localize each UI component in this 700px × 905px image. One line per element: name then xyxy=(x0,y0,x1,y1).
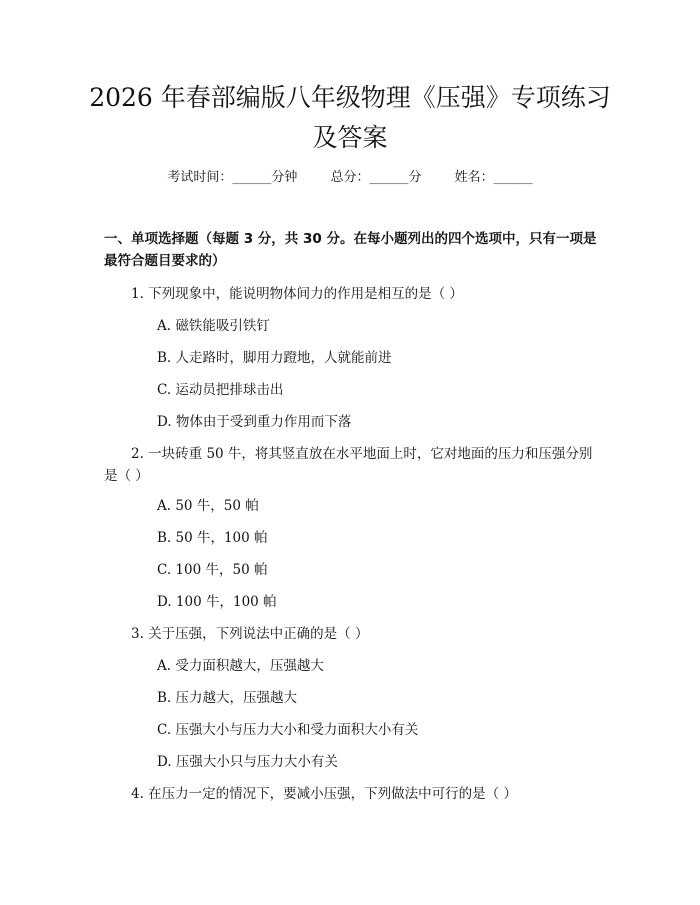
question-option: C. 100 牛，50 帕 xyxy=(157,562,268,578)
question-stem: 4. 在压力一定的情况下，要减小压强，下列做法中可行的是（ ） xyxy=(131,786,517,802)
score-label: 总分： xyxy=(330,170,370,185)
question-stem: 2. 一块砖重 50 牛，将其竖直放在水平地面上时，它对地面的压力和压强分别是（ ） xyxy=(104,446,593,484)
question-option: D. 压强大小只与压力大小有关 xyxy=(157,754,338,770)
name-blank: ______ xyxy=(493,170,533,185)
score-blank: ______ xyxy=(369,170,409,185)
question-option: B. 50 牛，100 帕 xyxy=(157,530,268,546)
question-option: D. 物体由于受到重力作用而下落 xyxy=(157,414,352,430)
question-stem: 3. 关于压强，下列说法中正确的是（ ） xyxy=(131,626,369,642)
question-option: D. 100 牛，100 帕 xyxy=(157,594,277,610)
page-title: 2026 年春部编版八年级物理《压强》专项练习及答案 xyxy=(89,83,611,152)
question-option: A. 50 牛，50 帕 xyxy=(157,498,259,514)
question-stem: 1. 下列现象中，能说明物体间力的作用是相互的是（ ） xyxy=(131,286,463,302)
question-option: A. 磁铁能吸引铁钉 xyxy=(157,318,270,334)
time-label: 考试时间： xyxy=(167,170,233,185)
question-option: B. 人走路时，脚用力蹬地，人就能前进 xyxy=(157,350,392,366)
name-label: 姓名： xyxy=(454,170,494,185)
question-option: C. 运动员把排球击出 xyxy=(157,382,284,398)
question-option: C. 压强大小与压力大小和受力面积大小有关 xyxy=(157,722,419,738)
exam-info-line xyxy=(0,168,700,188)
question-option: A. 受力面积越大，压强越大 xyxy=(157,658,324,674)
section-heading: 一、单项选择题（每题 3 分，共 30 分。在每小题列出的四个选项中，只有一项是最符合题目要求的） xyxy=(104,231,597,269)
time-blank: ______ xyxy=(232,170,272,185)
question-option: B. 压力越大，压强越大 xyxy=(157,690,298,706)
time-unit: 分钟 xyxy=(271,170,298,185)
score-unit: 分 xyxy=(408,170,422,185)
